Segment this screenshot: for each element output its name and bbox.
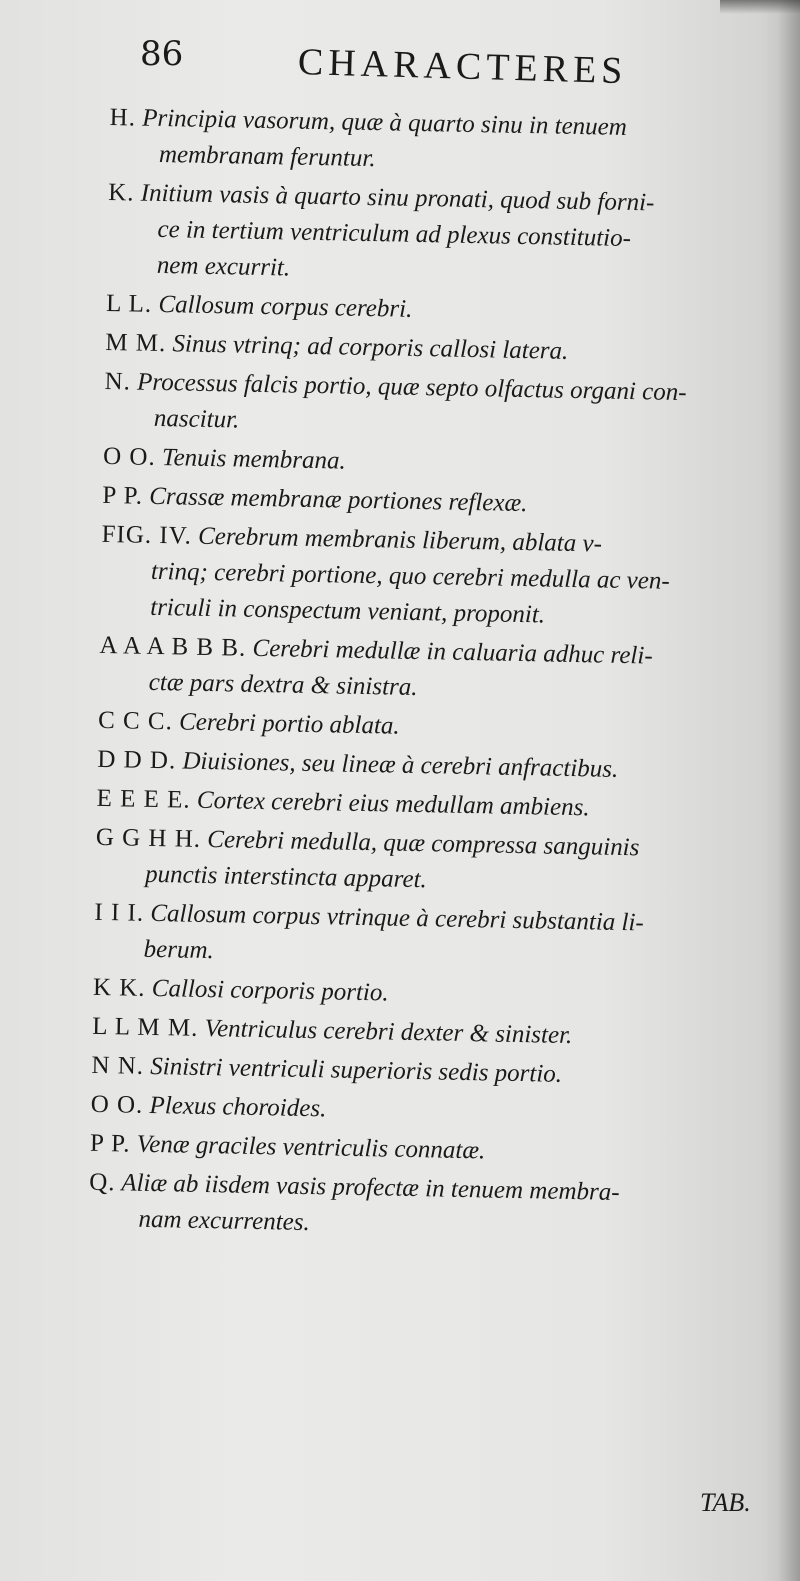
entry-text: Ventriculus cerebri dexter & sinister. bbox=[204, 1014, 573, 1050]
entry-text: punctis interstincta apparet. bbox=[144, 860, 428, 894]
legend-entry bbox=[98, 628, 769, 713]
top-edge-shadow bbox=[720, 0, 800, 14]
entry-text: nem excurrit. bbox=[156, 251, 291, 282]
entry-label: O O. bbox=[102, 442, 157, 471]
legend-entry bbox=[93, 895, 764, 980]
entry-label: E E E E. bbox=[96, 784, 191, 814]
entry-text: Callosi corporis portio. bbox=[151, 974, 389, 1007]
legend-entry bbox=[106, 175, 778, 296]
entry-label: H. bbox=[109, 103, 137, 132]
entry-text: triculi in conspectum veniant, proponit. bbox=[150, 593, 546, 629]
page-header bbox=[130, 26, 710, 93]
entry-label: O O. bbox=[90, 1090, 144, 1119]
entry-text: nam excurrentes. bbox=[138, 1205, 310, 1237]
entry-label: L L M M. bbox=[91, 1012, 199, 1042]
entry-text: Cerebrum membranis liberum, ablata v- bbox=[197, 522, 603, 558]
entry-text: Aliæ ab iisdem vasis profectæ in tenuem membra- bbox=[121, 1169, 620, 1206]
running-title: CHARACTERES bbox=[297, 41, 628, 93]
entry-label: A A A B B B. bbox=[99, 631, 247, 662]
legend-entry bbox=[109, 100, 780, 185]
entry-text: berum. bbox=[143, 935, 215, 965]
entry-label: P P. bbox=[102, 481, 144, 510]
entry-label: I I I. bbox=[94, 898, 145, 927]
entry-label: M M. bbox=[105, 328, 167, 358]
entry-label: C C C. bbox=[97, 706, 174, 736]
legend-entry bbox=[95, 820, 766, 905]
entry-text: ce in tertium ventriculum ad plexus constitutio- bbox=[157, 215, 632, 253]
entry-text: Cortex cerebri eius medullam ambiens. bbox=[196, 786, 590, 822]
legend-entry bbox=[104, 364, 775, 449]
entry-text: Cerebri portio ablata. bbox=[178, 708, 400, 740]
entry-label: FIG. IV. bbox=[101, 520, 193, 550]
entry-label: P P. bbox=[89, 1129, 131, 1158]
entry-label: G G H H. bbox=[95, 823, 202, 853]
entry-label: Q. bbox=[88, 1168, 116, 1197]
entry-text: trinq; cerebri portione, quo cerebri medulla ac ven- bbox=[150, 557, 670, 595]
entry-label: D D D. bbox=[97, 745, 177, 775]
entry-text: Venæ graciles ventriculis connatæ. bbox=[136, 1130, 486, 1165]
legend-entry bbox=[100, 517, 772, 638]
entry-text: Principia vasorum, quæ à quarto sinu in tenuem bbox=[141, 104, 628, 141]
entry-label: L L. bbox=[105, 289, 153, 318]
entry-text: Cerebri medulla, quæ compressa sanguinis bbox=[207, 826, 640, 862]
entry-text: ctæ pars dextra & sinistra. bbox=[148, 668, 418, 702]
entry-text: Callosum corpus vtrinque à cerebri substantia li- bbox=[150, 899, 645, 937]
entry-text: Cerebri medullæ in caluaria adhuc reli- bbox=[252, 634, 653, 670]
entry-text: Plexus choroides. bbox=[149, 1091, 327, 1123]
entry-text: Tenuis membrana. bbox=[161, 444, 347, 475]
entry-text: Processus falcis portio, quæ septo olfactus organi con- bbox=[136, 368, 687, 407]
catchword: TAB. bbox=[700, 1488, 751, 1517]
entry-text: Initium vasis à quarto sinu pronati, quod sub forni- bbox=[140, 179, 655, 217]
entry-text: nascitur. bbox=[153, 404, 240, 434]
entry-label: N N. bbox=[91, 1051, 145, 1080]
page-number: 86 bbox=[140, 34, 184, 74]
entry-text: Crassæ membranæ portiones reflexæ. bbox=[148, 482, 528, 518]
entry-label: N. bbox=[104, 367, 132, 396]
entry-text: membranam feruntur. bbox=[158, 140, 376, 173]
entry-text: Sinus vtrinq; ad corporis callosi latera. bbox=[172, 330, 569, 365]
entry-text: Diuisiones, seu lineæ à cerebri anfractibus. bbox=[182, 747, 619, 783]
entry-label: K K. bbox=[92, 973, 146, 1002]
legend-entry bbox=[88, 1165, 759, 1250]
entry-label: K. bbox=[107, 178, 135, 207]
binding-shadow bbox=[778, 0, 800, 1581]
entry-text: Sinistri ventriculi superioris sedis portio. bbox=[150, 1052, 563, 1088]
legend-entries bbox=[88, 100, 780, 1253]
entry-text: Callosum corpus cerebri. bbox=[158, 290, 413, 323]
